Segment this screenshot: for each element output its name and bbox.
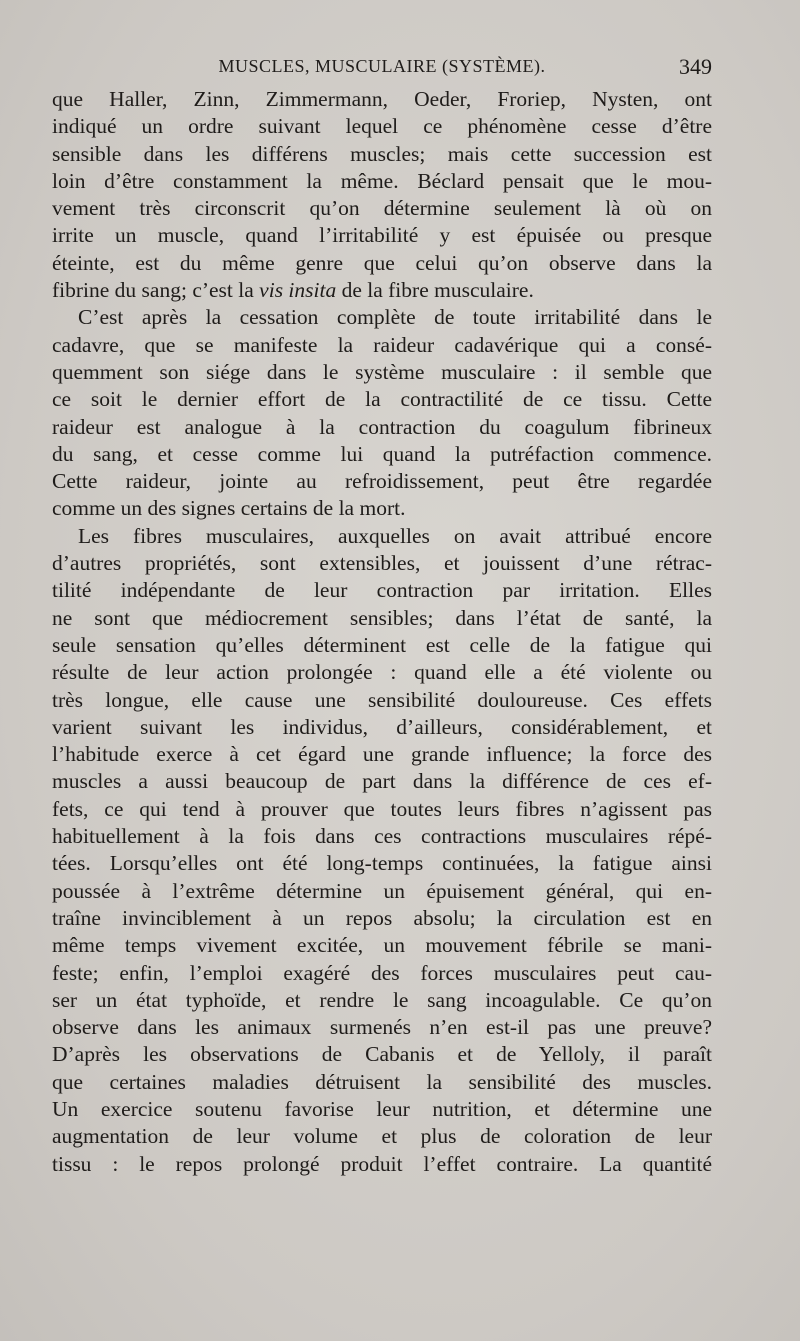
text-line: du sang, et cesse comme lui quand la putréfaction commence.: [52, 441, 712, 466]
text-line: poussée à l’extrême détermine un épuisement général, qui en-: [52, 878, 712, 903]
running-head: MUSCLES, MUSCULAIRE (SYSTÈME).: [218, 56, 546, 76]
text-line: Un exercice soutenu favorise leur nutrition, et détermine une: [52, 1096, 712, 1121]
text-line: Les fibres musculaires, auxquelles on avait attribué encore: [78, 523, 712, 548]
text-line: comme un des signes certains de la mort.: [52, 496, 406, 521]
text-line: varient suivant les individus, d’ailleurs, considérablement, et: [52, 714, 712, 739]
text-line: vement très circonscrit qu’on détermine seulement là où on: [52, 196, 712, 221]
text-line: sensible dans les différens muscles; mais cette succession est: [52, 141, 712, 166]
text-line: fibrine du sang; c’est la vis insita de la fibre musculaire.: [52, 278, 534, 303]
text-line: traîne invinciblement à un repos absolu; la circulation est en: [52, 905, 712, 930]
text-line: fets, ce qui tend à prouver que toutes leurs fibres n’agissent pas: [52, 796, 712, 821]
text-line: que certaines maladies détruisent la sensibilité des muscles.: [52, 1069, 712, 1094]
text-line: ne sont que médiocrement sensibles; dans l’état de santé, la: [52, 605, 712, 630]
text-line: D’après les observations de Cabanis et de Yelloly, il paraît: [52, 1042, 712, 1067]
text-line: même temps vivement excitée, un mouvement fébrile se mani-: [52, 933, 712, 958]
text-line: tissu : le repos prolongé produit l’effet contraire. La quantité: [52, 1151, 712, 1176]
text-line: loin d’être constamment la même. Béclard pensait que le mou-: [52, 168, 712, 193]
text-line: que Haller, Zinn, Zimmermann, Oeder, Froriep, Nysten, ont: [52, 87, 712, 111]
text-line: irrite un muscle, quand l’irritabilité y est épuisée ou presque: [52, 223, 712, 248]
text-line: feste; enfin, l’emploi exagéré des forces musculaires peut cau-: [52, 960, 712, 985]
text-line: cadavre, que se manifeste la raideur cadavérique qui a consé-: [52, 332, 712, 357]
text-line: C’est après la cessation complète de toute irritabilité dans le: [78, 305, 712, 330]
text-line: observe dans les animaux surmenés n’en est-il pas une preuve?: [52, 1015, 712, 1040]
text-line: raideur est analogue à la contraction du coagulum fibrineux: [52, 414, 712, 439]
text-line: quemment son siége dans le système musculaire : il semble que: [52, 359, 712, 384]
text-line: résulte de leur action prolongée : quand elle a été violente ou: [52, 660, 712, 685]
text-line: éteinte, est du même genre que celui qu’on observe dans la: [52, 250, 712, 275]
italic-phrase: vis insita: [259, 278, 337, 303]
body-text: [52, 86, 712, 1178]
text-line: tilité indépendante de leur contraction par irritation. Elles: [52, 578, 712, 603]
text-line: augmentation de leur volume et plus de coloration de leur: [52, 1124, 712, 1149]
text-line: ser un état typhoïde, et rendre le sang incoagulable. Ce qu’on: [52, 987, 712, 1012]
text-line: ce soit le dernier effort de la contractilité de ce tissu. Cette: [52, 387, 712, 412]
text-line: l’habitude exerce à cet égard une grande influence; la force des: [52, 742, 712, 767]
text-line: très longue, elle cause une sensibilité douloureuse. Ces effets: [52, 687, 712, 712]
page-number: 349: [679, 54, 712, 79]
page-header: [52, 56, 712, 86]
text-line: indiqué un ordre suivant lequel ce phénomène cesse d’être: [52, 114, 712, 139]
text-line: habituellement à la fois dans ces contractions musculaires répé-: [52, 824, 712, 849]
text-line: tées. Lorsqu’elles ont été long-temps continuées, la fatigue ainsi: [52, 851, 712, 876]
text-line: seule sensation qu’elles déterminent est celle de la fatigue qui: [52, 632, 712, 657]
text-line: Cette raideur, jointe au refroidissement, peut être regardée: [52, 469, 712, 494]
text-line: d’autres propriétés, sont extensibles, et jouissent d’une rétrac-: [52, 551, 712, 576]
text-line: muscles a aussi beaucoup de part dans la différence de ces ef-: [52, 769, 712, 794]
